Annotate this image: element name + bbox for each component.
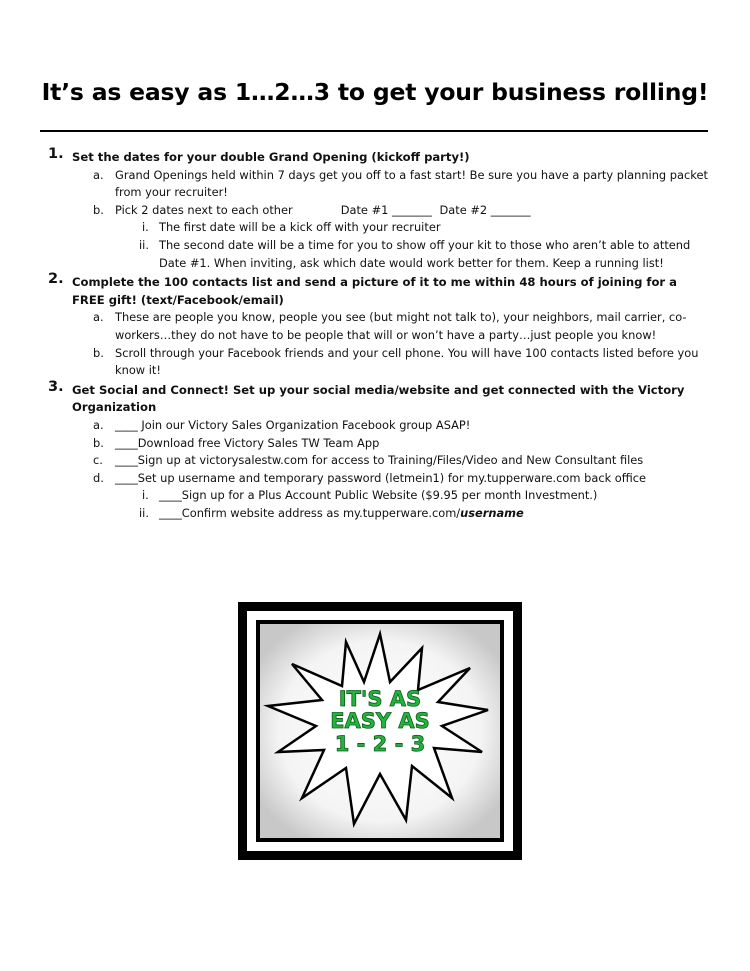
section-number: 1. (48, 146, 64, 162)
item-label: a. (93, 310, 104, 325)
section-number: 2. (48, 271, 64, 288)
graphic-text-line-3: 1 - 2 - 3 (334, 732, 426, 756)
sub-item (48, 237, 713, 272)
date-2-field: Date #2 _______ (439, 202, 531, 217)
item-label: b. (93, 345, 104, 360)
section-3 (48, 378, 713, 417)
graphic-text-line-1: IT'S AS (338, 687, 422, 711)
list-item (48, 202, 713, 220)
graphic-text-line-2: EASY AS (330, 709, 430, 733)
item-label: b. (93, 435, 104, 450)
section-title: Complete the 100 contacts list and send a picture of it to me within 48 hours of joining for a FREE gift! (text/Facebook/email) (72, 275, 678, 307)
sub-item-label: i. (142, 220, 149, 235)
list-item (48, 345, 713, 380)
checklist-item (48, 435, 713, 453)
item-label: a. (93, 417, 104, 432)
item-text: ____ Join our Victory Sales Organization Facebook group ASAP! (115, 417, 471, 432)
item-label: d. (93, 470, 104, 485)
item-text: Pick 2 dates next to each other (115, 202, 293, 217)
section-number: 3. (48, 378, 64, 395)
list-item (48, 309, 713, 344)
username-emphasis: username (460, 505, 524, 520)
section-title: Set the dates for your double Grand Opening (kickoff party!) (72, 150, 470, 164)
starburst-image (238, 602, 522, 860)
checklist-item (48, 470, 713, 488)
checklist-sub-item (48, 487, 713, 505)
sub-item-label: i. (142, 488, 149, 503)
list-item (48, 167, 713, 202)
section-title: Get Social and Connect! Set up your social media/website and get connected with the Victory Organization (72, 382, 685, 415)
item-text: Scroll through your Facebook friends and your cell phone. You will have 100 contacts listed before you know it! (115, 345, 699, 378)
item-label: b. (93, 202, 104, 217)
date-1-field: Date #1 _______ (340, 202, 432, 217)
sub-item-text: ____Sign up for a Plus Account Public Website ($9.95 per month Investment.) (159, 488, 598, 503)
item-text: Grand Openings held within 7 days get you off to a fast start! Be sure you have a party planning packet from your recruiter! (115, 167, 708, 200)
item-text: ____Sign up at victorysalestw.com for access to Training/Files/Video and New Consultant files (115, 453, 644, 468)
page-title: It’s as easy as 1…2…3 to get your business rolling! (41, 78, 709, 106)
section-2 (48, 271, 713, 309)
section-1 (48, 146, 713, 167)
sub-item-text: The first date will be a kick off with your recruiter (159, 220, 441, 235)
sub-item-label: ii. (139, 505, 149, 520)
checklist-item (48, 452, 713, 470)
easy-as-123-graphic (238, 602, 522, 860)
sub-item-text: The second date will be a time for you to show off your kit to those who aren’t able to attend Date #1. When inviting, ask which date would work better for them. Keep a running list! (159, 237, 691, 270)
sub-item (48, 219, 713, 237)
checklist-item (48, 417, 713, 435)
item-text: ____Set up username and temporary password (letmein1) for my.tupperware.com back office (115, 470, 647, 485)
item-label: c. (93, 453, 103, 468)
item-label: a. (93, 167, 104, 182)
checklist-sub-item (48, 505, 713, 523)
title-divider (40, 130, 708, 132)
document-body (48, 146, 713, 522)
sub-item-label: ii. (139, 237, 149, 252)
item-text: These are people you know, people you see (but might not talk to), your neighbors, mail carrier, co-workers…they do not have to be people that will or won’t have a party…just people you know! (115, 310, 687, 342)
sub-item-text: ____Confirm website address as my.tupperware.com/ (159, 505, 461, 520)
item-text: ____Download free Victory Sales TW Team App (115, 435, 380, 450)
